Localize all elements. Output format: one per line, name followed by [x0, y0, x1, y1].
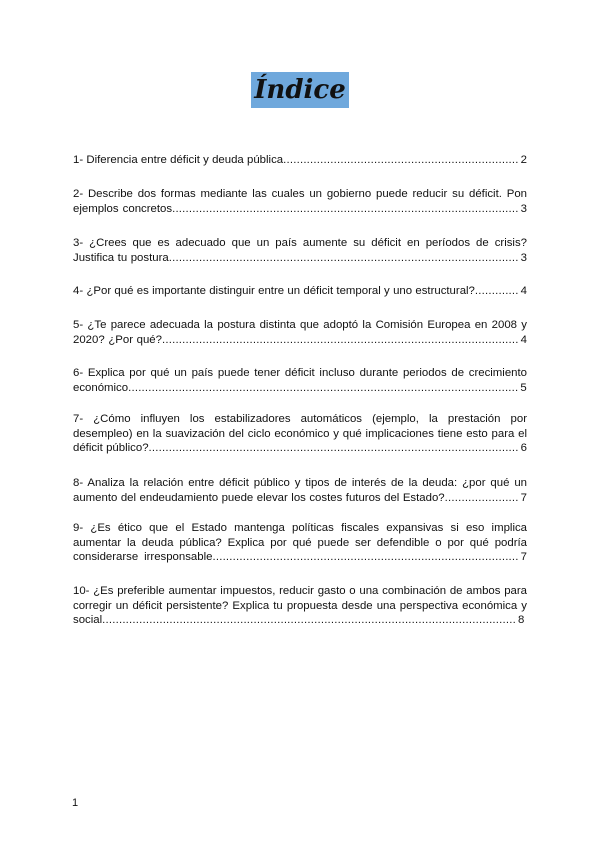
toc-dot-leader: ........................................................................................... [212, 551, 519, 563]
page-title: Índice [251, 72, 349, 108]
toc-entry[interactable] [73, 366, 527, 395]
toc-dot-leader: .......................................................................................................... [161, 333, 519, 346]
toc-entry[interactable] [73, 412, 527, 456]
footer-page-number: 1 [72, 797, 79, 809]
toc-entry-title: 10- ¿Es preferible aumentar impuestos, reducir gasto o una combinación de ambos para corregir un déficit persistente? Explica tu propuesta desde una perspectiva económica y social [73, 585, 527, 626]
toc-entry[interactable] [73, 236, 527, 265]
toc-entry[interactable] [73, 318, 527, 347]
toc-entry-title: 9- ¿Es ético que el Estado mantenga políticas fiscales expansivas si eso implica aumentar la deuda pública? Explica por qué puede ser defendible o por qué podría considerarse irresponsable [73, 522, 527, 563]
toc-entry-title: 2- Describe dos formas mediante las cuales un gobierno puede reducir su déficit. Pon ejemplos concretos [73, 188, 527, 215]
toc-entry[interactable] [73, 584, 527, 628]
toc-dot-leader: ........................................................................................................................... [102, 614, 516, 626]
toc-page-number: 7 [520, 551, 527, 563]
toc-entry[interactable] [73, 521, 527, 565]
toc-entry-title: 6- Explica por qué un país puede tener déficit incluso durante periodos de crecimiento económico [73, 367, 527, 394]
toc-entry[interactable] [73, 476, 527, 505]
toc-dot-leader: ...................................................................... [283, 154, 519, 166]
toc-entry-title: 4- ¿Por qué es importante distinguir entre un déficit temporal y uno estructural? [73, 285, 475, 297]
toc-entry-title: 7- ¿Cómo influyen los estabilizadores automáticos (ejemplo, la prestación por desempleo) en la suavización del ciclo económico y qué implicaciones tiene esto para el déficit público? [73, 413, 527, 454]
toc-entry[interactable] [73, 284, 527, 299]
toc-page-number: 2 [520, 154, 527, 166]
toc-dot-leader: ...................... [444, 491, 519, 504]
toc-entry[interactable] [73, 187, 527, 216]
toc-entry-title: 5- ¿Te parece adecuada la postura distinta que adoptó la Comisión Europea en 2008 y 2020? ¿Por qué? [73, 319, 527, 346]
toc-page-number: 3 [520, 202, 527, 215]
toc-entry-title: 8- Analiza la relación entre déficit público y tipos de interés de la deuda: ¿por qué un aumento del endeudamiento puede elevar los costes futuros del Estado? [73, 477, 527, 504]
toc-dot-leader: .............................................................................................................. [148, 442, 519, 454]
toc-dot-leader: ....................................................................................................... [172, 202, 519, 215]
toc-dot-leader: .................................................................................................................... [128, 381, 519, 394]
toc-dot-leader: ............. [474, 285, 519, 297]
toc-page-number: 8 [517, 614, 525, 626]
toc-page-number: 4 [520, 285, 527, 297]
toc-entry-title: 3- ¿Crees que es adecuado que un país aumente su déficit en períodos de crisis? Justifica tu postura [73, 237, 527, 264]
toc-entry[interactable] [73, 153, 527, 168]
toc-page-number: 4 [520, 333, 527, 346]
toc-page-number: 5 [520, 381, 527, 394]
title-container [0, 72, 600, 108]
toc-page-number: 3 [520, 251, 527, 264]
toc-page-number: 6 [520, 442, 527, 454]
toc-page-number: 7 [520, 491, 527, 504]
toc-entry-title: 1- Diferencia entre déficit y deuda pública [73, 154, 284, 166]
toc-dot-leader: ........................................................................................................ [168, 251, 519, 264]
